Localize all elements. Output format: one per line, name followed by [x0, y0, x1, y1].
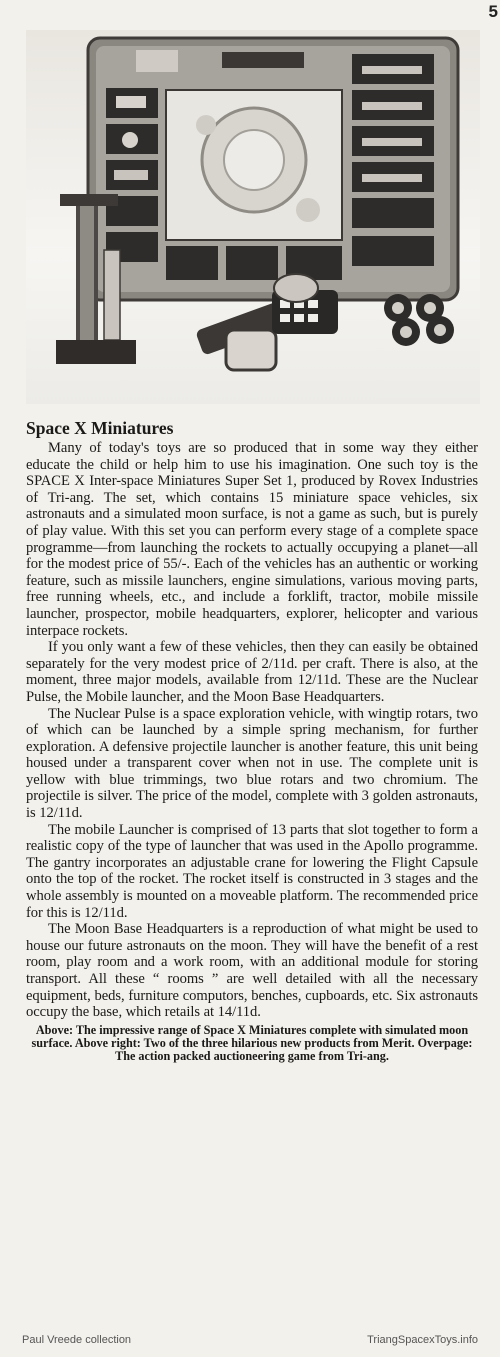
footer-site: TriangSpacexToys.info	[367, 1334, 478, 1346]
toy-set-illustration	[26, 30, 480, 404]
article-paragraph: The Moon Base Headquarters is a reproduction of what might be used to house our future astronauts on the moon. They will have the benefit of a rest room, play room and a work room, with an additional module for storing transport. All these “ rooms ” are well detailed with all the necessary equipment, beds, furniture computors, benches, cupboards, etc. Six astronauts occupy the base, which retails at 14/11d.	[26, 921, 478, 1021]
article	[26, 418, 478, 1063]
article-paragraph: If you only want a few of these vehicles, then they can easily be obtained separately for the very modest price of 2/11d. per craft. There is also, at the moment, three major models, available from 12/11d. These are the Nuclear Pulse, the Mobile launcher, and the Moon Base Headquarters.	[26, 639, 478, 705]
footer-credit: Paul Vreede collection	[22, 1334, 132, 1346]
toy-set-photo	[26, 30, 480, 404]
page-number: 5	[488, 2, 498, 21]
article-paragraph: The Nuclear Pulse is a space exploration vehicle, with wingtip rotars, two of which can be launched by a simple spring mechanism, for further exploration. A defensive projectile launcher is another feature, this unit being housed under a transparent cover when not in use. The complete unit is yellow with blue trimmings, two blue rotars and two chromium. The projectile is silver. The price of the model, complete with 3 golden astronauts, is 12/11d.	[26, 705, 478, 822]
article-paragraph: Many of today's toys are so produced that in some way they either educate the child or help him to use his imagination. One such toy is the SPACE X Inter-space Miniatures Super Set 1, produced by Rovex Industries of Tri-ang. The set, which contains 15 miniature space vehicles, six astronauts and a simulated moon surface, is not a game as such, but is purely of play value. With this set you can perform every stage of a complete space programme—from launching the rockets to actually occupying a planet—all for the modest price of 55/-. Each of the vehicles has an authentic or working feature, such as missile launchers, engine simulations, various moving parts, free running wheels, etc., and include a forklift, tractor, mobile missile launcher, prospector, mobile headquarters, explorer, helicopter and various interpace rockets.	[26, 440, 478, 639]
article-paragraph: The mobile Launcher is comprised of 13 parts that slot together to form a realistic copy of the type of launcher that was used in the Apollo programme. The gantry incorporates an adjustable crane for lowering the Flight Capsule onto the top of the rocket. The rocket itself is constructed in 3 stages and the whole assembly is mounted on a moveable platform. The recommended price for this is 12/11d.	[26, 821, 478, 921]
article-title: Space X Miniatures	[26, 418, 174, 438]
photo-caption: Above: The impressive range of Space X Miniatures complete with simulated moon surface. Above right: Two of the three hilarious new products from Merit. Overpage: The action packed auctioneering game from Tri-ang.	[31, 1022, 473, 1064]
